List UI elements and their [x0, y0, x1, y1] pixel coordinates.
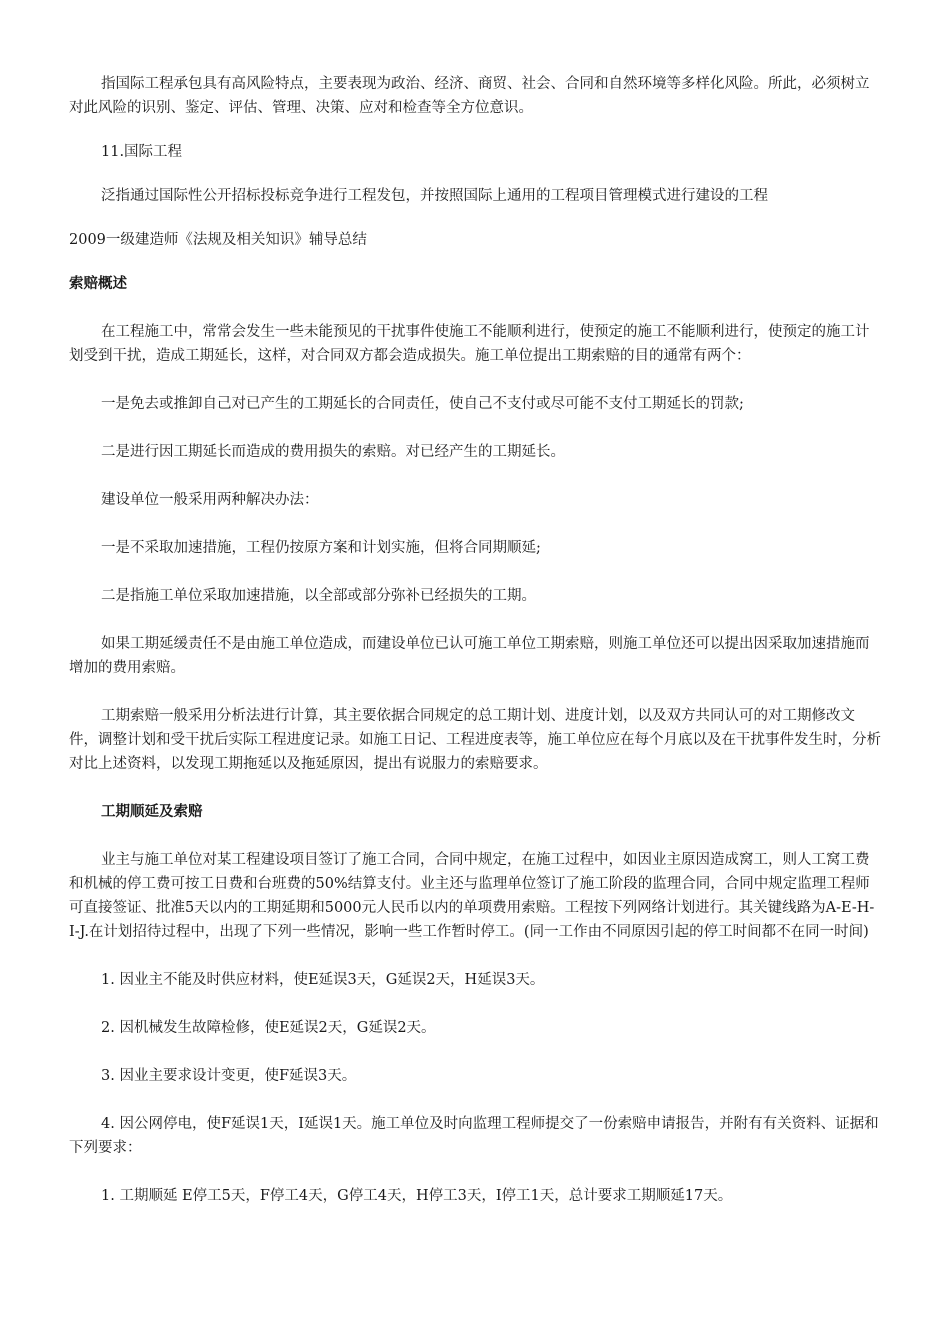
paragraph-solution-two: 二是指施工单位采取加速措施，以全部或部分弥补已经损失的工期。: [101, 588, 536, 604]
heading-claim-overview: 索赔概述: [69, 275, 127, 292]
paragraph-risk: 指国际工程承包具有高风险特点，主要表现为政治、经济、商贸、社会、合同和自然环境等多样化风险。所此，必须树立对此风险的识别、鉴定、评估、管理、决策、应对和检查等全方位意识。: [69, 76, 870, 116]
document-page: [69, 72, 881, 1208]
paragraph-international-definition: 泛指通过国际性公开招标投标竞争进行工程发包，并按照国际上通用的工程项目管理模式进行建设的工程: [101, 188, 768, 204]
paragraph-two-solutions: 建设单位一般采用两种解决办法：: [101, 492, 319, 508]
heading-extension-claim: 工期顺延及索赔: [101, 803, 203, 820]
document-title: 2009一级建造师《法规及相关知识》辅导总结: [69, 232, 367, 248]
list-item-4: 4. 因公网停电，使F延误1天，I延误1天。施工单位及时向监理工程师提交了一份索赔申请报告，并附有有关资料、证据和下列要求：: [69, 1116, 879, 1156]
paragraph-purpose-one: 一是免去或推卸自己对已产生的工期延长的合同责任，使自己不支付或尽可能不支付工期延长的罚款;: [101, 396, 744, 412]
list-item-2: 2. 因机械发生故障检修，使E延误2天，G延误2天。: [101, 1020, 436, 1036]
list-item-claim-1: 1. 工期顺延 E停工5天，F停工4天，G停工4天，H停工3天，I停工1天，总计要求工期顺延17天。: [101, 1188, 733, 1204]
paragraph-analysis-method: 工期索赔一般采用分析法进行计算，其主要依据合同规定的总工期计划、进度计划，以及双方共同认可的对工期修改文件，调整计划和受干扰后实际工程进度记录。如施工日记、工程进度表等，施工单位应在每个月底以及在干扰事件发生时，分析对比上述资料，以发现工期拖延以及拖延原因，提出有说服力的索赔要求。: [69, 708, 881, 772]
item-international-project: 11.国际工程: [101, 144, 183, 160]
paragraph-case-study: 业主与施工单位对某工程建设项目签订了施工合同，合同中规定，在施工过程中，如因业主原因造成窝工，则人工窝工费和机械的停工费可按工日费和台班费的50%结算支付。业主还与监理单位签订了施工阶段的监理合同，合同中规定监理工程师可直接签证、批准5天以内的工期延期和5000元人民币以内的单项费用索赔。工程按下列网络计划进行。其关键线路为A-E-H-I-J.在计划招待过程中，出现了下列一些情况，影响一些工作暂时停工。(同一工作由不同原因引起的停工时间都不在同一时间): [69, 852, 875, 940]
list-item-3: 3. 因业主要求设计变更，使F延误3天。: [101, 1068, 357, 1084]
paragraph-claim-intro: 在工程施工中，常常会发生一些未能预见的干扰事件使施工不能顺利进行，使预定的施工不能顺利进行，使预定的施工计划受到干扰，造成工期延长，这样，对合同双方都会造成损失。施工单位提出工期索赔的目的通常有两个：: [69, 324, 870, 364]
paragraph-solution-one: 一是不采取加速措施，工程仍按原方案和计划实施，但将合同期顺延;: [101, 540, 541, 556]
paragraph-purpose-two: 二是进行因工期延长而造成的费用损失的索赔。对已经产生的工期延长。: [101, 444, 565, 460]
list-item-1: 1. 因业主不能及时供应材料，使E延误3天，G延误2天，H延误3天。: [101, 972, 545, 988]
paragraph-acceleration-claim: 如果工期延缓责任不是由施工单位造成，而建设单位已认可施工单位工期索赔，则施工单位还可以提出因采取加速措施而增加的费用索赔。: [69, 636, 870, 676]
